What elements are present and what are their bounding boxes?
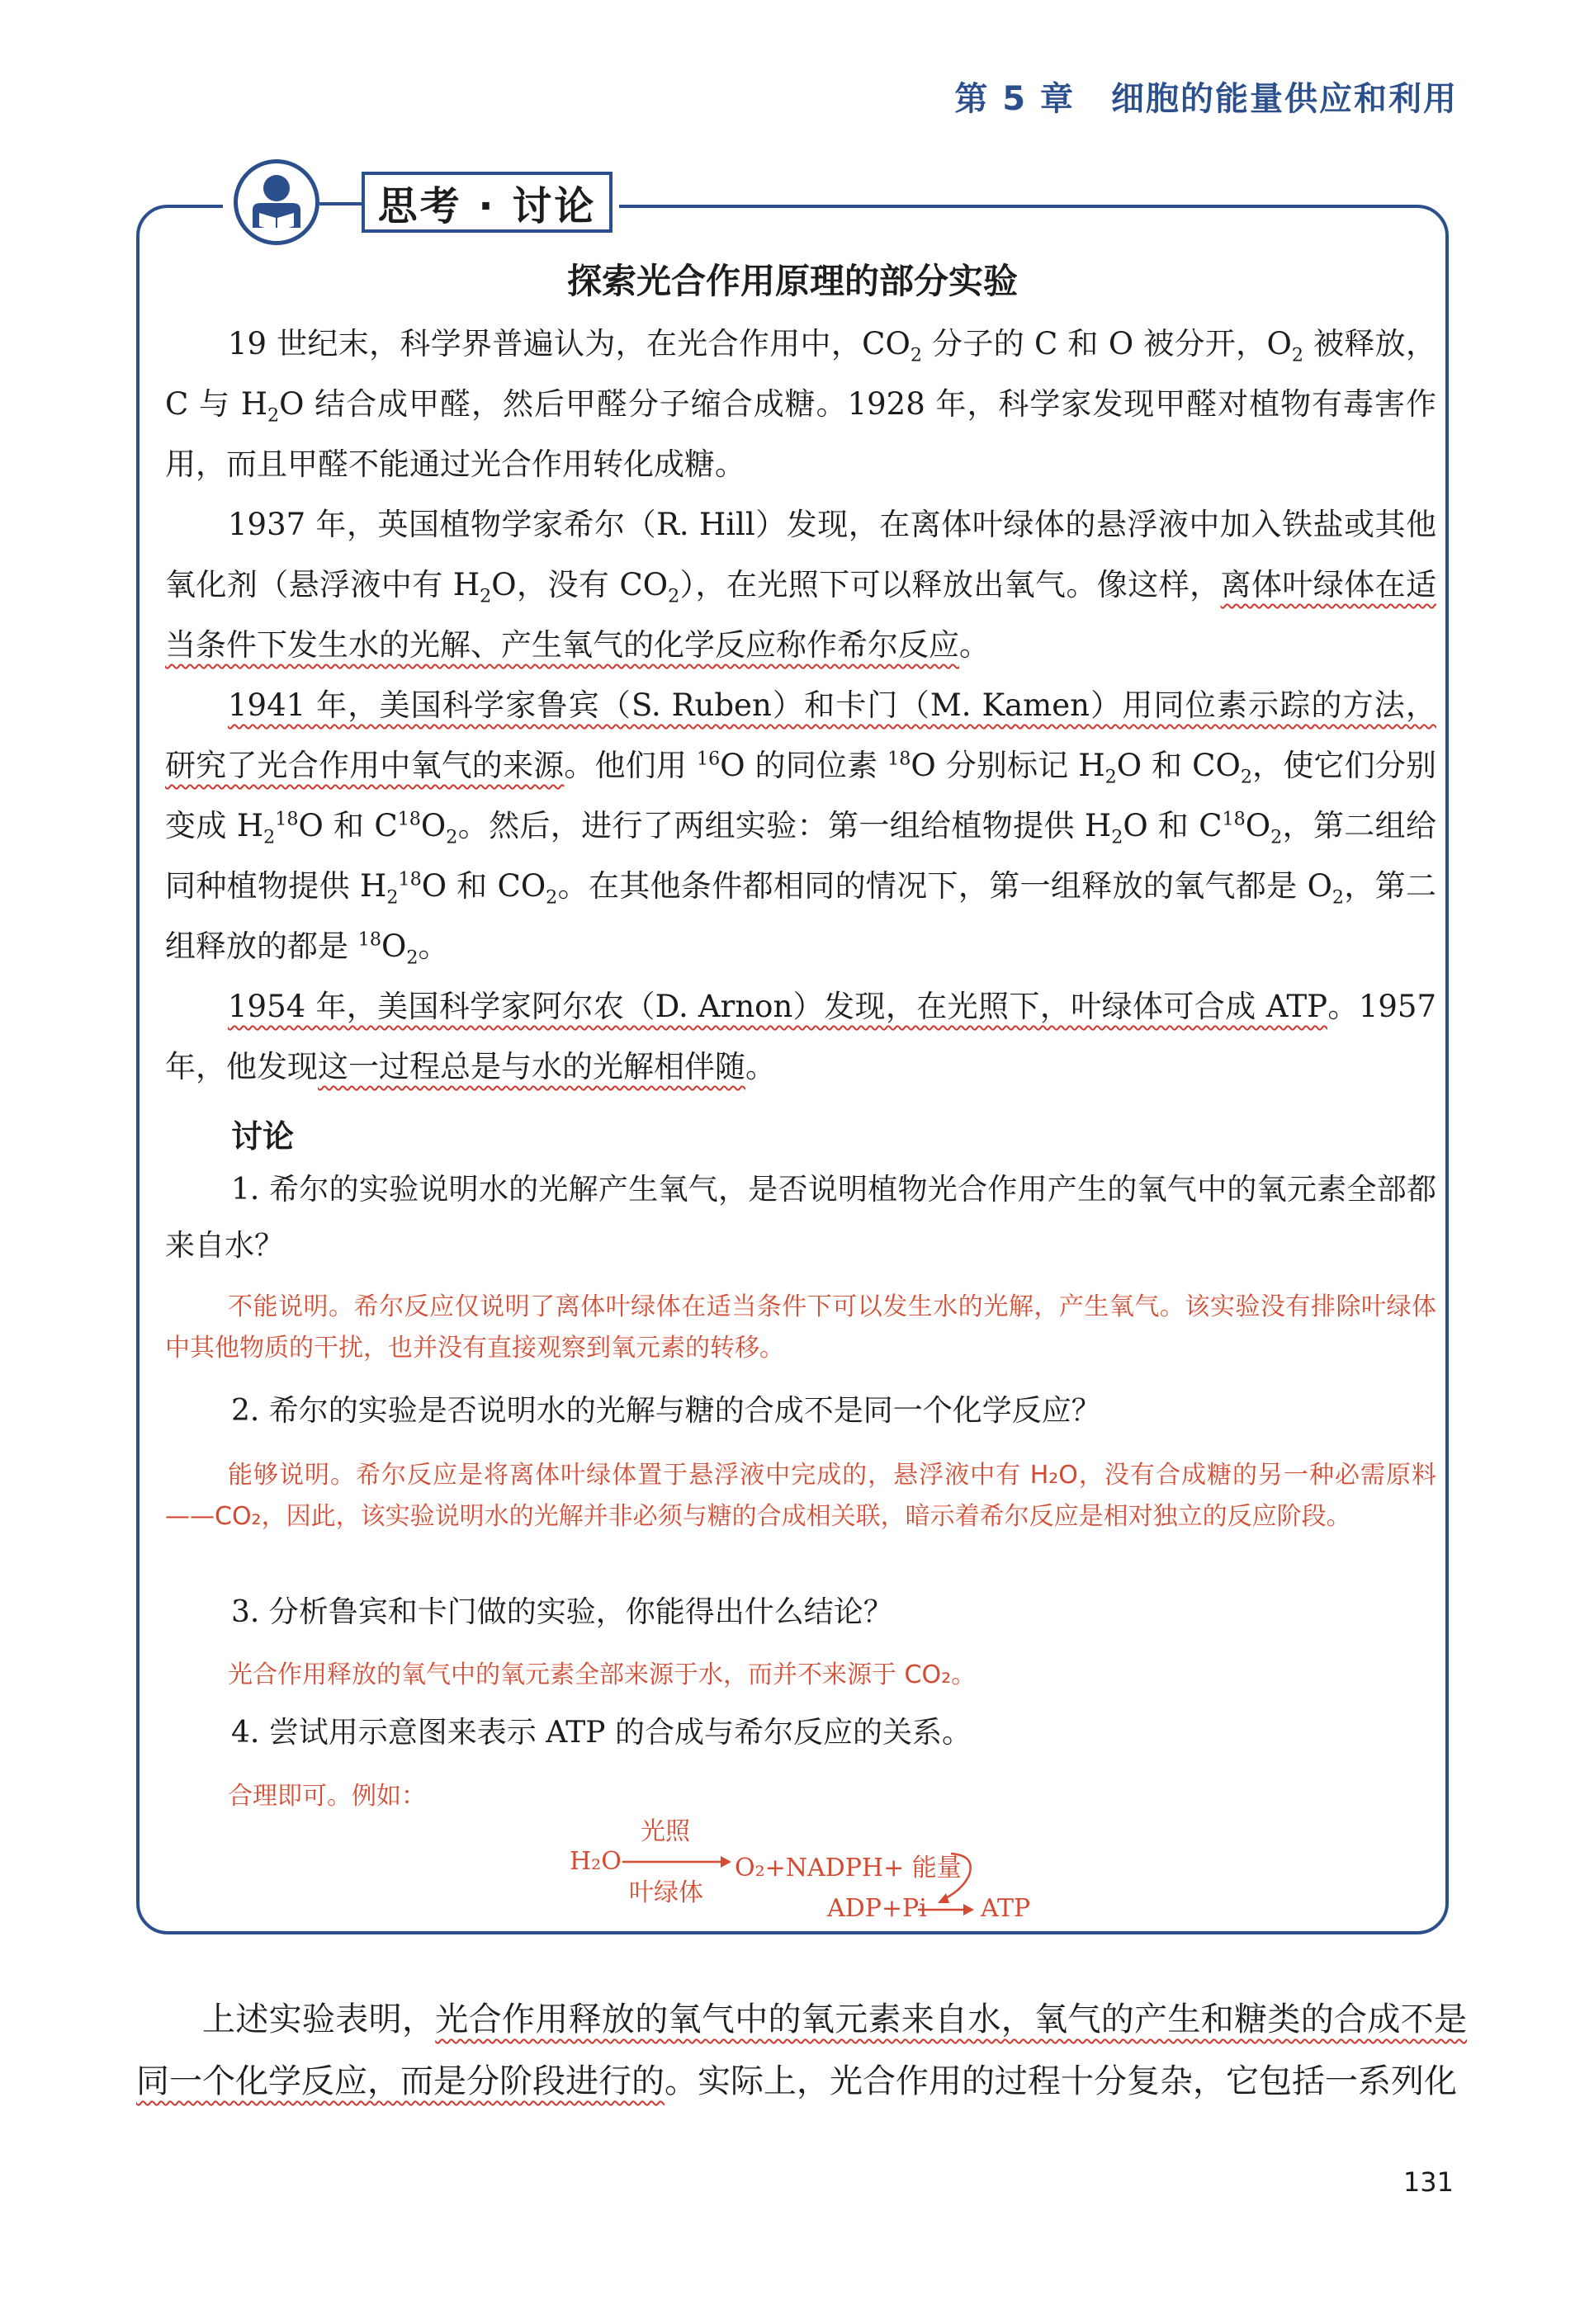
body-paragraph: 上述实验表明，光合作用释放的氧气中的氧元素来自水，氧气的产生和糖类的合成不是同一个化学反应，而是分阶段进行的。实际上，光合作用的过程十分复杂，它包括一系列化: [136, 2000, 1468, 2100]
paragraph-4: 1954 年，美国科学家阿尔农（D. Arnon）发现，在光照下，叶绿体可合成 ATP。1957 年，他发现这一过程总是与水的光解相伴随。: [165, 989, 1436, 1084]
answer-1: 不能说明。希尔反应仅说明了离体叶绿体在适当条件下可以发生水的光解，产生氧气。该实验没有排除叶绿体中其他物质的干扰，也并没有直接观察到氧元素的转移。: [165, 1292, 1436, 1363]
question-4: 4. 尝试用示意图来表示 ATP 的合成与希尔反应的关系。: [231, 1716, 972, 1750]
diagram-condition-chloroplast: 叶绿体: [629, 1878, 703, 1907]
question-1: 1. 希尔的实验说明水的光解产生氧气，是否说明植物光合作用产生的氧气中的氧元素全部都来自水？: [165, 1173, 1436, 1263]
body-conclusion: 光合作用释放的氧气中的氧元素来自水，氧气的产生和糖类的合成不是同一个化学反应，而是分阶段进行的: [136, 2000, 1468, 2100]
question-3: 3. 分析鲁宾和卡门做的实验，你能得出什么结论？: [231, 1595, 893, 1629]
chapter-title: 细胞的能量供应和利用: [1111, 80, 1458, 118]
hill-reaction-diagram: [570, 1807, 1048, 1923]
chapter-number: 第 5 章: [954, 80, 1075, 118]
chapter-header: [954, 73, 1458, 120]
paragraph-1: 19 世纪末，科学界普遍认为，在光合作用中，$CO_2$ 分子的 C 和 O 被分开，$O_2$ 被释放，C 与 $H_2O$ 结合成甲醛，然后甲醛分子缩合成糖。1928 年，科学家发现甲醛对植物有毒害作用，而且甲醛不能通过光合作用转化成糖。: [165, 326, 1436, 482]
answer-4: 合理即可。例如：: [228, 1782, 426, 1811]
main-body-text: [136, 1989, 1467, 2113]
experiment-history: [165, 314, 1436, 1097]
diagram-products: O₂+NADPH+ 能量: [735, 1854, 962, 1882]
paragraph-2: 1937 年，英国植物学家希尔（R. Hill）发现，在离体叶绿体的悬浮液中加入铁盐或其他氧化剂（悬浮液中有 $H_2O$，没有 $CO_2$），在光照下可以释放出氧气。像这样，离体叶绿体在适当条件下发生水的光解、产生氧气的化学反应称作希尔反应。: [165, 507, 1437, 663]
section-title: 探索光合作用原理的部分实验: [566, 261, 1018, 301]
question-2: 2. 希尔的实验是否说明水的光解与糖的合成不是同一个化学反应？: [231, 1394, 1101, 1428]
paragraph-3: 1941 年，美国科学家鲁宾（S. Ruben）和卡门（M. Kamen）用同位素示踪的方法，研究了光合作用中氧气的来源。他们用 $^{16}$O 的同位素 $^{18}$O 分别标记 $H_2O$ 和 $CO_2$，使它们分别变成 $H_2^{18}O$ 和 $C^{18}O_2$。然后，进行了两组实验：第一组给植物提供 $H_2O$ 和 $C^{18}O_2$，第二组给同种植物提供 $H_2^{18}O$ 和 $CO_2$。在其他条件都相同的情况下，第一组释放的氧气都是 $O_2$，第二组释放的都是 $^{18}O_2$。: [165, 687, 1437, 969]
hill-reaction-definition: 离体叶绿体在适当条件下发生水的光解、产生氧气的化学反应称作希尔反应: [165, 567, 1437, 663]
diagram-condition-light: 光照: [641, 1817, 690, 1846]
page-number: 131: [1402, 2166, 1454, 2198]
answer-2: 能够说明。希尔反应是将离体叶绿体置于悬浮液中完成的，悬浮液中有 H₂O，没有合成糖的另一种必需原料——CO₂，因此，该实验说明水的光解并非必须与糖的合成相关联，暗示着希尔反应是相对独立的反应阶段。: [165, 1461, 1436, 1531]
diagram-adp: ADP+Pi: [827, 1894, 927, 1923]
tab-connector: [319, 202, 362, 205]
diagram-reactant: H₂O: [570, 1847, 622, 1876]
reader-icon: [234, 159, 319, 245]
discussion-heading: 讨论: [231, 1118, 295, 1155]
diagram-atp: ATP: [981, 1894, 1031, 1923]
section-tab-label: 思考 · 讨论: [362, 172, 613, 233]
diagram-arrows: [570, 1807, 1048, 1923]
answer-3: 光合作用释放的氧气中的氧元素全部来源于水，而并不来源于 CO₂。: [228, 1660, 977, 1689]
